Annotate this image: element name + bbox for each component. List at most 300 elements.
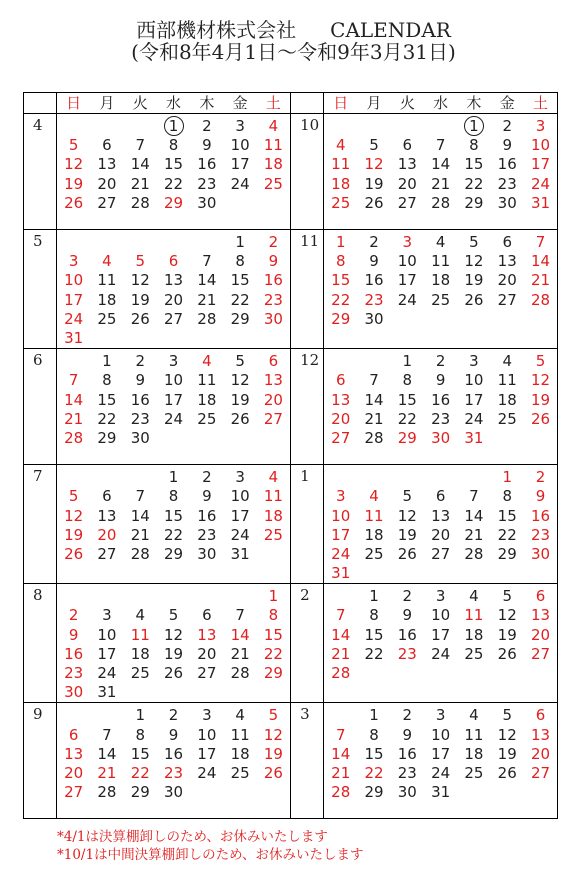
day: 11: [197, 371, 217, 390]
day: 8: [168, 136, 179, 155]
holiday-day: 10: [64, 271, 84, 290]
holiday-day: 3: [402, 233, 413, 251]
empty-day: [424, 117, 457, 136]
day: 8: [502, 487, 512, 506]
day: 13: [397, 155, 417, 174]
day: 8: [168, 487, 179, 506]
empty-day: [324, 587, 357, 606]
day: 12: [397, 506, 417, 525]
month-label: 1: [300, 467, 310, 486]
holiday-day: 11: [331, 155, 351, 174]
holiday-day: 20: [97, 525, 117, 544]
holiday-day: 26: [64, 544, 84, 563]
day: 9: [402, 725, 413, 744]
month-label: 12: [300, 351, 320, 370]
weekday-header-row: [24, 93, 558, 114]
weekday-label: 土: [265, 94, 281, 112]
holiday-day: 5: [268, 706, 279, 725]
day: 15: [163, 506, 184, 525]
weekday-label: 月: [366, 94, 382, 112]
company-title: [0, 19, 587, 41]
holiday-day: 15: [263, 625, 283, 644]
day: 6: [402, 136, 413, 155]
day: 3: [102, 606, 112, 625]
day: 11: [431, 252, 451, 271]
day: 2: [369, 233, 379, 251]
day: 18: [431, 271, 451, 290]
holiday-day: 13: [331, 390, 351, 409]
day: 10: [197, 725, 217, 744]
day: 23: [197, 174, 217, 193]
day: 21: [431, 174, 451, 193]
day: 17: [197, 744, 217, 763]
holiday-day: 27: [263, 409, 283, 428]
holiday-day: 18: [331, 174, 351, 193]
company-name: 西部機材株式会社: [136, 18, 297, 42]
day: 1: [369, 587, 379, 606]
header-blank: [291, 93, 324, 114]
holiday-day: 25: [331, 193, 351, 212]
day: 25: [364, 544, 384, 563]
day: 14: [97, 744, 117, 763]
holiday-day: 31: [464, 428, 484, 447]
day: 24: [97, 664, 117, 682]
day: 10: [464, 371, 484, 390]
weekday-label: 水: [433, 94, 449, 112]
holiday-day: 19: [64, 525, 84, 544]
holiday-day: 23: [530, 525, 551, 544]
month-row: [24, 703, 558, 819]
month-days: [324, 349, 558, 465]
day: 25: [464, 763, 484, 782]
day: 17: [464, 390, 484, 409]
weekday-label: 火: [399, 94, 415, 112]
day: 5: [502, 587, 512, 606]
day: 30: [197, 193, 217, 212]
day: 30: [197, 544, 217, 563]
day: 18: [230, 744, 250, 763]
day: 6: [502, 233, 512, 251]
holiday-day: 21: [97, 763, 117, 782]
holiday-day: 14: [530, 252, 551, 271]
day: 20: [431, 525, 451, 544]
month-number-cell: [24, 584, 57, 703]
day: 28: [431, 193, 451, 212]
day: 3: [235, 468, 245, 487]
weekday-label: 木: [466, 94, 482, 112]
day: 4: [469, 587, 479, 606]
day: 31: [230, 544, 250, 563]
month-row: [24, 465, 558, 584]
holiday-day: 28: [331, 783, 351, 802]
day: 28: [197, 309, 217, 328]
holiday-day: 31: [331, 564, 351, 583]
day: 2: [502, 117, 512, 135]
day: 15: [397, 390, 417, 409]
day: 16: [197, 506, 217, 525]
month-number-cell: [24, 114, 57, 230]
day: 7: [135, 136, 146, 155]
day: 31: [431, 783, 451, 802]
day: 28: [130, 544, 150, 563]
holiday-day: 4: [268, 117, 279, 135]
day: 21: [197, 290, 217, 309]
holiday-day: 7: [335, 606, 346, 625]
day: 26: [397, 544, 417, 563]
day: 19: [497, 744, 517, 763]
day: 25: [431, 290, 451, 309]
day: 11: [97, 271, 117, 290]
holiday-day: 5: [68, 136, 79, 155]
holiday-day: 18: [263, 155, 283, 174]
note-line: *4/1は決算棚卸しのため、お休みいたします: [57, 829, 328, 845]
day: 26: [163, 664, 184, 682]
day: 5: [469, 233, 479, 251]
day: 15: [163, 155, 184, 174]
empty-day: [357, 352, 390, 371]
holiday-day: 22: [331, 290, 351, 309]
day: 15: [97, 390, 117, 409]
day: 13: [497, 252, 517, 271]
holiday-day: 26: [64, 193, 84, 212]
empty-day: [324, 706, 357, 725]
day: 21: [230, 644, 250, 663]
month-row: [24, 349, 558, 465]
day: 6: [202, 606, 212, 625]
month-label: 4: [33, 116, 43, 134]
holiday-day: 30: [263, 309, 283, 328]
holiday-day: 19: [64, 174, 84, 193]
holiday-day: 16: [530, 506, 551, 525]
day: 2: [168, 706, 179, 725]
day: 10: [97, 625, 117, 644]
day: 22: [97, 409, 117, 428]
day: 28: [464, 544, 484, 563]
day: 11: [464, 725, 484, 744]
day: 30: [130, 428, 150, 447]
holiday-day: 4: [335, 136, 346, 155]
day: 7: [469, 487, 479, 506]
day: 17: [230, 506, 250, 525]
holiday-day: 12: [64, 506, 84, 525]
empty-day: [57, 352, 90, 371]
day: 16: [397, 625, 417, 644]
holiday-day: 4: [202, 352, 212, 371]
day: 12: [497, 606, 517, 625]
day: 8: [402, 371, 413, 390]
holiday-day: 29: [331, 309, 351, 328]
holiday-day: 20: [530, 625, 551, 644]
holiday-day: 15: [331, 271, 351, 290]
day: 22: [464, 174, 484, 193]
day: 29: [163, 544, 184, 563]
day: 22: [230, 290, 250, 309]
day: 26: [497, 644, 517, 663]
holiday-day: 23: [64, 664, 84, 682]
holiday-day: 23: [397, 644, 417, 663]
day: 19: [130, 290, 150, 309]
holiday-day: 4: [102, 252, 112, 271]
holiday-day: 14: [64, 390, 84, 409]
month-days: [57, 584, 291, 703]
day: 25: [230, 763, 250, 782]
calendar-table: [23, 92, 558, 819]
month-days: [324, 703, 558, 819]
day: 24: [464, 409, 484, 428]
month-number-cell: [24, 230, 57, 349]
day: 26: [497, 763, 517, 782]
day: 27: [397, 193, 417, 212]
day: 26: [230, 409, 250, 428]
day: 16: [130, 390, 150, 409]
empty-day: [223, 587, 256, 606]
weekday-label: 月: [99, 94, 115, 112]
month-days: [324, 114, 558, 230]
day: 26: [130, 309, 150, 328]
holiday-day: 14: [331, 625, 351, 644]
day: 7: [135, 487, 146, 506]
day: 5: [502, 706, 512, 725]
holiday-day: 21: [331, 644, 351, 663]
weekday-label: 木: [199, 94, 215, 112]
holiday-day: 14: [230, 625, 250, 644]
day: 12: [230, 371, 250, 390]
day: 13: [97, 506, 117, 525]
day: 1: [135, 706, 146, 725]
day: 21: [130, 174, 150, 193]
day: 18: [130, 644, 150, 663]
holiday-day: 8: [335, 252, 346, 271]
day: 3: [435, 587, 446, 606]
empty-day: [324, 468, 357, 487]
holiday-day: 17: [331, 525, 351, 544]
month-days: [324, 584, 558, 703]
day: 28: [97, 783, 117, 802]
month-days: [57, 114, 291, 230]
holiday-day: 10: [331, 506, 351, 525]
empty-day: [57, 117, 90, 136]
day: 29: [364, 783, 384, 802]
day: 19: [497, 625, 517, 644]
empty-day: [424, 468, 457, 487]
empty-day: [324, 117, 357, 136]
day: 25: [197, 409, 217, 428]
day: 27: [97, 193, 117, 212]
empty-day: [324, 352, 357, 371]
month-days: [57, 349, 291, 465]
holiday-day: 31: [64, 328, 84, 347]
day: 20: [197, 644, 217, 663]
day: 24: [163, 409, 184, 428]
holiday-day: 25: [263, 174, 283, 193]
holiday-day: 23: [163, 763, 184, 782]
month-number-cell: [24, 703, 57, 819]
holiday-day: 28: [64, 428, 84, 447]
holiday-day: 24: [331, 544, 351, 563]
day: 30: [497, 193, 517, 212]
holiday-day: 19: [263, 744, 283, 763]
day: 16: [197, 155, 217, 174]
day: 27: [97, 544, 117, 563]
month-days: [57, 703, 291, 819]
month-label: 6: [33, 351, 43, 370]
day: 28: [230, 664, 250, 682]
day: 15: [130, 744, 150, 763]
day: 17: [230, 155, 250, 174]
weekday-header: [57, 93, 291, 114]
holiday-day: 10: [530, 136, 551, 155]
day: 6: [102, 136, 112, 155]
day: 5: [235, 352, 245, 371]
empty-day: [124, 117, 157, 136]
day: 21: [464, 525, 484, 544]
holiday-day: 20: [64, 763, 84, 782]
holiday-day: 3: [535, 117, 546, 135]
day: 18: [464, 625, 484, 644]
month-row: [24, 114, 558, 230]
day: 23: [197, 525, 217, 544]
header-blank: [24, 93, 57, 114]
day: 26: [464, 290, 484, 309]
holiday-day: 11: [130, 625, 150, 644]
day: 15: [230, 271, 250, 290]
month-number-cell: [291, 465, 324, 584]
day: 13: [431, 506, 451, 525]
day: 1: [235, 233, 245, 251]
holiday-day: 20: [530, 744, 551, 763]
day: 6: [102, 487, 112, 506]
day: 15: [364, 744, 384, 763]
day: 10: [230, 487, 250, 506]
day: 23: [397, 763, 417, 782]
day: 12: [497, 725, 517, 744]
day: 20: [397, 174, 417, 193]
day: 16: [163, 744, 184, 763]
day: 10: [431, 606, 451, 625]
holiday-day: 13: [64, 744, 84, 763]
day: 7: [369, 371, 379, 390]
day: 7: [102, 725, 112, 744]
holiday-day: 12: [64, 155, 84, 174]
day: 2: [435, 352, 446, 371]
day: 23: [431, 409, 451, 428]
day: 16: [364, 271, 384, 290]
holiday-day: 12: [364, 155, 384, 174]
day: 4: [502, 352, 512, 371]
calendar-period: (令和8年4月1日～令和9年3月31日): [131, 40, 456, 64]
holiday-day: 17: [64, 290, 84, 309]
weekday-label: 日: [333, 94, 349, 112]
month-number-cell: [24, 465, 57, 584]
day: 3: [202, 706, 212, 725]
empty-day: [157, 233, 190, 252]
empty-day: [90, 117, 123, 136]
day: 4: [135, 606, 146, 625]
day: 28: [364, 428, 384, 447]
day: 1: [369, 706, 379, 725]
holiday-day: 20: [331, 409, 351, 428]
weekday-label: 金: [499, 94, 515, 112]
holiday-day: 25: [263, 525, 283, 544]
holiday-day: 1: [502, 468, 512, 487]
month-number-cell: [24, 349, 57, 465]
day: 12: [163, 625, 184, 644]
holiday-day: 27: [64, 783, 84, 802]
holiday-day: 16: [64, 644, 84, 663]
day: 20: [97, 174, 117, 193]
day: 20: [163, 290, 184, 309]
day: 20: [497, 271, 517, 290]
month-label: 11: [300, 232, 320, 250]
holiday-day: 23: [364, 290, 384, 309]
holiday-day: 5: [68, 487, 79, 506]
day: 7: [235, 606, 245, 625]
day: 30: [397, 783, 417, 802]
day: 3: [435, 706, 446, 725]
holiday-day: 22: [364, 763, 384, 782]
month-label: 9: [33, 705, 43, 724]
holiday-day: 7: [68, 371, 79, 390]
day: 2: [202, 468, 212, 487]
holiday-day: 2: [535, 468, 546, 487]
day: 30: [364, 309, 384, 328]
calendar-label: CALENDAR: [330, 18, 451, 42]
day: 23: [130, 409, 150, 428]
day: 9: [202, 487, 212, 506]
day: 3: [168, 352, 179, 371]
day: 21: [130, 525, 150, 544]
day: 30: [163, 783, 184, 802]
holiday-day: 21: [64, 409, 84, 428]
day: 29: [497, 544, 517, 563]
day: 7: [202, 252, 212, 271]
holiday-day: 11: [263, 136, 283, 155]
day: 24: [197, 763, 217, 782]
holiday-day: 27: [530, 763, 551, 782]
holiday-day: 23: [263, 290, 283, 309]
empty-day: [391, 468, 424, 487]
holiday-day: 30: [530, 544, 551, 563]
holiday-day: 2: [268, 233, 279, 251]
holiday-day: 5: [535, 352, 546, 371]
holiday-day: 27: [331, 428, 351, 447]
day: 24: [397, 290, 417, 309]
day: 12: [130, 271, 150, 290]
holiday-day: 30: [64, 683, 84, 702]
day: 14: [130, 155, 150, 174]
holiday-day: 4: [268, 468, 279, 487]
day: 25: [97, 309, 117, 328]
day: 25: [464, 644, 484, 663]
day: 4: [235, 706, 245, 725]
day: 8: [102, 371, 112, 390]
day: 19: [230, 390, 250, 409]
holiday-day: 19: [530, 390, 551, 409]
day: 26: [364, 193, 384, 212]
day: 19: [397, 525, 417, 544]
note-line: *10/1は中間決算棚卸しのため、お休みいたします: [57, 847, 364, 863]
holiday-day: 29: [263, 664, 283, 682]
holiday-day: 11: [263, 487, 283, 506]
holiday-day: 13: [530, 725, 551, 744]
day: 22: [364, 644, 384, 663]
empty-day: [157, 587, 190, 606]
day: 29: [97, 428, 117, 447]
empty-day: [190, 587, 223, 606]
day: 4: [469, 706, 479, 725]
day: 27: [197, 664, 217, 682]
holiday-day: 7: [335, 725, 346, 744]
